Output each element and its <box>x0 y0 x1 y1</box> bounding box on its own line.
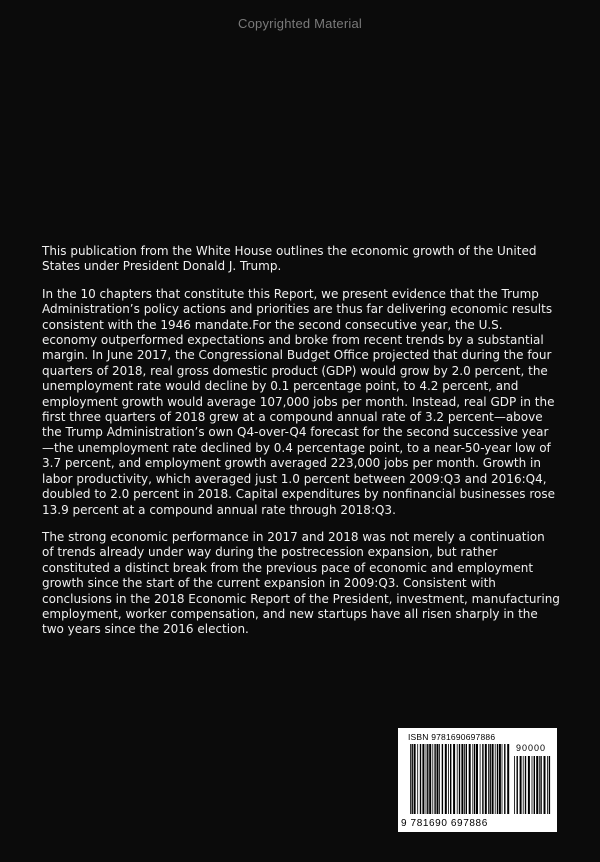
barcode-bar <box>459 744 460 814</box>
barcode-bar <box>466 744 467 814</box>
isbn-label: ISBN 9781690697886 <box>408 732 496 742</box>
barcode-bar <box>507 744 509 814</box>
barcode-bar <box>482 744 483 814</box>
barcode-bar <box>485 744 487 814</box>
barcode-bar <box>474 744 475 814</box>
barcode-bar <box>539 756 540 814</box>
intro-paragraph: This publication from the White House outlines the economic growth of the United States under President Donald J. Trump. <box>42 244 537 274</box>
barcode-bar <box>429 744 431 814</box>
barcode-bar <box>523 756 524 814</box>
barcode-bar <box>426 744 427 814</box>
isbn-barcode <box>398 728 557 832</box>
barcode-bar <box>472 744 473 814</box>
barcode-bar <box>534 756 535 814</box>
barcode-bar <box>422 744 424 814</box>
barcode-bar <box>417 744 418 814</box>
barcode-bar <box>549 756 550 814</box>
barcode-bar <box>469 744 471 814</box>
barcode-bar <box>450 744 451 814</box>
barcode-bar <box>442 744 443 814</box>
barcode-bar <box>520 756 522 814</box>
barcode-bar <box>495 744 496 814</box>
ean13-barcode-bars <box>410 744 510 814</box>
barcode-bar <box>420 744 421 814</box>
barcode-bar <box>502 744 503 814</box>
barcode-bar <box>434 744 435 814</box>
barcode-bar <box>547 756 548 814</box>
barcode-bar <box>497 744 498 814</box>
barcode-bar <box>437 744 439 814</box>
barcode-bar <box>525 756 526 814</box>
report-summary-paragraph: In the 10 chapters that constitute this Report, we present evidence that the Trump Administration’s policy actions and priorities are thus far delivering economic results consistent with the 1946 mandate.For the second consecutive year, the U.S. economy outperformed expectations and broke from recent trends by a substantial margin. In June 2017, the Congressional Budget Office projected that during the four quarters of 2018, real gross domestic product (GDP) would grow by 2.0 percent, the unemployment rate would decline by 0.1 percentage point, to 4.2 percent, and employment growth would average 107,000 jobs per month. Instead, real GDP in the first three quarters of 2018 grew at a compound annual rate of 3.2 percent—above the Trump Administration’s own Q4-over-Q4 forecast for the second successive year—the unemployment rate declined by 0.4 percentage point, to a near-50-year low of 3.7 percent, and employment growth averaged 223,000 jobs per month. Growth in labor productivity, which averaged just 1.0 percent between 2009:Q3 and 2016:Q4, doubled to 2.0 percent in 2018. Capital expenditures by nonfinancial businesses rose 13.9 percent at a compound annual rate through 2018:Q3. <box>42 286 555 517</box>
barcode-bar <box>536 756 538 814</box>
barcode-bar <box>439 744 440 814</box>
barcode-bar <box>504 744 505 814</box>
barcode-bar <box>427 744 428 814</box>
barcode-bar <box>514 756 515 814</box>
barcode-bar <box>461 744 463 814</box>
barcode-bar <box>445 744 447 814</box>
barcode-bar <box>410 744 411 814</box>
barcode-bar <box>544 756 546 814</box>
back-cover-description <box>42 244 560 650</box>
barcode-bar <box>490 744 491 814</box>
barcode-bar <box>448 744 449 814</box>
barcode-bar <box>480 744 481 814</box>
barcode-bar <box>476 744 478 814</box>
barcode-bar <box>532 756 533 814</box>
barcode-bar <box>432 744 433 814</box>
supplement-code: 90000 <box>516 743 547 753</box>
ean-digits: 9 781690 697886 <box>401 818 488 829</box>
barcode-bar <box>464 744 465 814</box>
barcode-bar <box>488 744 489 814</box>
barcode-bar <box>453 744 455 814</box>
barcode-bar <box>540 756 541 814</box>
copyright-watermark: Copyrighted Material <box>238 16 362 31</box>
supplement-barcode-bars <box>514 756 552 814</box>
performance-paragraph: The strong economic performance in 2017 and 2018 was not merely a continuation of trends already under way during the postrecession expansion, but rather constituted a distinct break from the previous pace of economic and employment growth since the start of the current expansion in 2009:Q3. Consistent with conclusions in the 2018 Economic Report of the President, investment, manufacturing employment, worker compensation, and new startups have all risen sharply in the two years since the 2016 election. <box>42 529 560 637</box>
barcode-bar <box>457 744 458 814</box>
barcode-bar <box>517 756 518 814</box>
barcode-bar <box>414 744 416 814</box>
barcode-bar <box>528 756 530 814</box>
barcode-bar <box>492 744 494 814</box>
barcode-bar <box>499 744 501 814</box>
barcode-bar <box>412 744 413 814</box>
